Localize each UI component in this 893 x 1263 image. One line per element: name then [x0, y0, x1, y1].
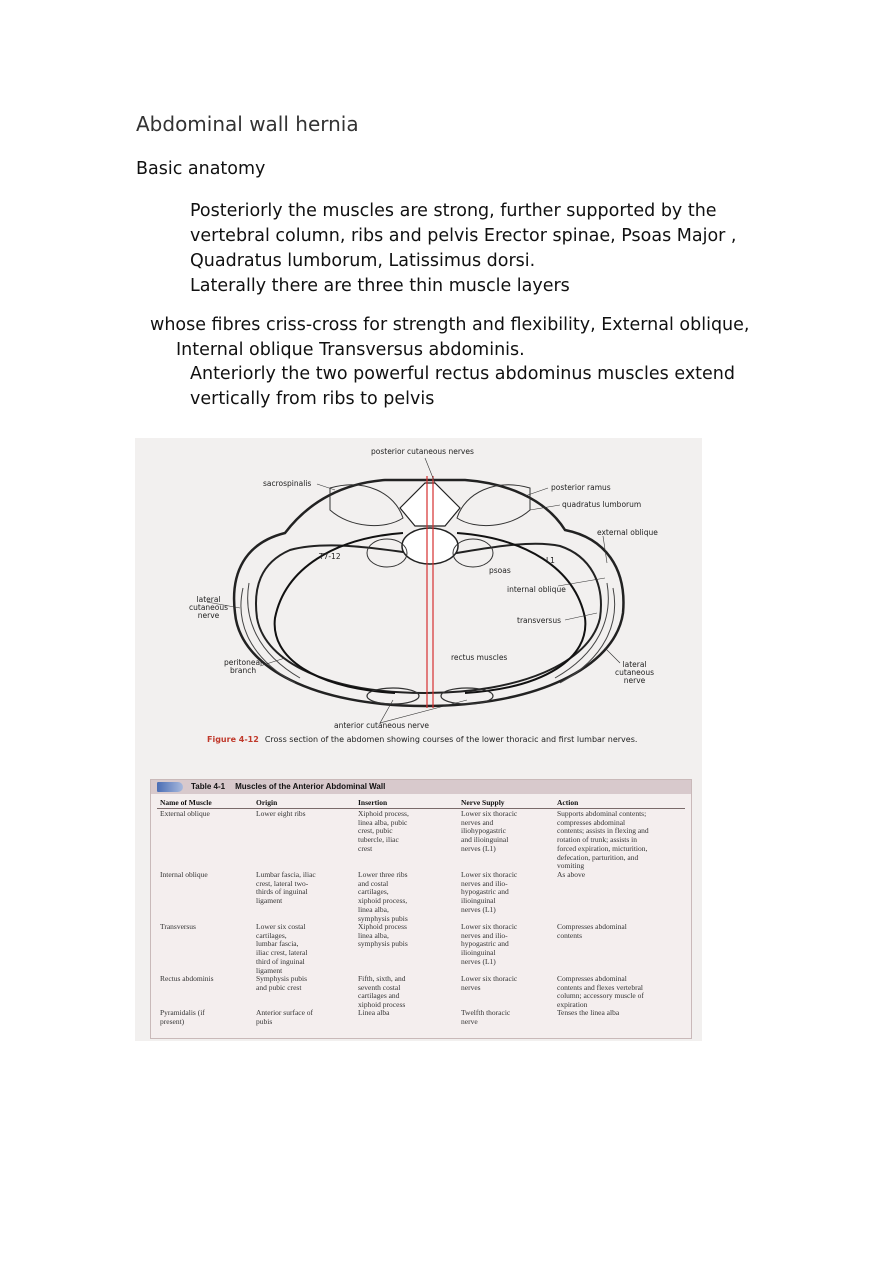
table-cell: Lower six thoracic nerves	[461, 974, 518, 992]
table-cell: Lower six thoracic nerves and iliohypogastric and ilioinguinal nerves (L1)	[461, 809, 518, 853]
table-cell: Lower six thoracic nerves and ilio- hypogastric and ilioinguinal nerves (L1)	[461, 922, 518, 966]
table-cell: Lower six thoracic nerves and ilio- hypogastric and ilioinguinal nerves (L1)	[461, 870, 518, 914]
table-cell: Lower six costal cartilages, lumbar fascia, iliac crest, lateral third of inguinal ligament	[256, 922, 308, 975]
label-internal-oblique: internal oblique	[507, 585, 566, 594]
table-cell: Linea alba	[358, 1008, 390, 1017]
table-cell: Transversus	[160, 922, 196, 931]
label-t7-12: T7-12	[319, 552, 341, 561]
column-header-action: Action	[557, 798, 579, 807]
table-cell: Anterior surface of pubis	[256, 1008, 314, 1026]
label-sacrospinalis: sacrospinalis	[263, 479, 312, 488]
column-header-name: Name of Muscle	[160, 798, 212, 807]
label-transversus: transversus	[517, 616, 561, 625]
column-header-nerve-supply: Nerve Supply	[461, 798, 505, 807]
table-cell: External oblique	[160, 809, 210, 818]
quadratus-muscle	[457, 485, 530, 526]
section-heading: Basic anatomy	[136, 159, 266, 179]
label-l1: L1	[546, 556, 555, 565]
label-peritoneal-branch: peritoneal branch	[224, 658, 263, 675]
table-cell: Lower eight ribs	[256, 809, 306, 818]
table-cell: As above	[557, 870, 586, 879]
vertebral-arch	[400, 483, 460, 526]
table-cell: Pyramidalis (if present)	[160, 1008, 205, 1026]
figure-number: Figure 4-12	[207, 735, 259, 744]
table-header-bar	[151, 780, 691, 794]
figure-caption-text: Cross section of the abdomen showing courses of the lower thoracic and first lumbar nerves.	[264, 735, 638, 744]
figure-caption	[207, 735, 647, 745]
label-quadratus-lumborum: quadratus lumborum	[562, 500, 642, 509]
table-cell: Tenses the linea alba	[557, 1008, 620, 1017]
table-cell: Rectus abdominis	[160, 974, 214, 983]
paragraph-internal-oblique: Internal oblique Transversus abdominis.	[176, 340, 525, 360]
label-lateral-cutaneous-nerve-right: lateral cutaneous nerve	[615, 660, 655, 685]
page-title: Abdominal wall hernia	[136, 112, 359, 136]
table-title	[191, 782, 385, 791]
column-header-insertion: Insertion	[358, 798, 388, 807]
label-posterior-cutaneous-nerves: posterior cutaneous nerves	[371, 447, 474, 456]
intercostal-nerve-right	[457, 533, 585, 693]
table-cell: Compresses abdominal contents	[557, 922, 627, 940]
label-anterior-cutaneous-nerve: anterior cutaneous nerve	[334, 721, 430, 730]
label-external-oblique: external oblique	[597, 528, 658, 537]
table-cell: Xiphoid process, linea alba, pubic crest, pubic tubercle, iliac crest	[358, 809, 409, 853]
cross-section-illustration	[135, 438, 702, 738]
anatomy-figure	[135, 438, 702, 1041]
label-posterior-ramus: posterior ramus	[551, 483, 611, 492]
table-tab-marker	[157, 782, 183, 792]
paragraph-criss-cross: whose fibres criss-cross for strength and flexibility, External oblique,	[150, 315, 750, 335]
psoas-muscle-left	[367, 539, 407, 567]
muscles-table	[150, 779, 692, 1039]
table-cell: Lower three ribs and costal cartilages, xiphoid process, linea alba, symphysis pubis	[358, 870, 408, 923]
label-psoas: psoas	[489, 566, 511, 575]
label-rectus-muscles: rectus muscles	[451, 653, 508, 662]
label-lateral-cutaneous-nerve-left: lateral cutaneous nerve	[189, 595, 229, 620]
table-number: Table 4-1	[191, 782, 226, 791]
rectus-muscle-left	[367, 688, 419, 704]
paragraph-posterior-lateral: Posteriorly the muscles are strong, further supported by the vertebral column, ribs and pelvis Erector spinae, Psoas Major , Quadratus lumborum, Latissimus dorsi. Laterally there are three thin muscle layers	[190, 201, 737, 296]
table-cell: Supports abdominal contents; compresses abdominal contents; assists in flexing and rotation of trunk; assists in forced expiration, micturition, defecation, parturition, and vomiting	[557, 809, 649, 871]
muscle-layer-right	[560, 588, 615, 683]
paragraph-anterior: Anteriorly the two powerful rectus abdominus muscles extend vertically from ribs to pelvis	[190, 364, 736, 409]
table-title-text: Muscles of the Anterior Abdominal Wall	[235, 782, 386, 791]
table-cell: Symphysis pubis and pubic crest	[256, 974, 308, 992]
table-cell: Internal oblique	[160, 870, 208, 879]
table-cell: Xiphoid process linea alba, symphysis pubis	[358, 922, 408, 949]
vertebral-body	[402, 528, 458, 564]
table-cell: Fifth, sixth, and seventh costal cartilages and xiphoid process	[358, 974, 406, 1010]
table-cell: Twelfth thoracic nerve	[461, 1008, 511, 1026]
table-cell: Compresses abdominal contents and flexes vertebral column; accessory muscle of expiration	[557, 974, 644, 1010]
table-cell: Lumbar fascia, iliac crest, lateral two- thirds of inguinal ligament	[256, 870, 316, 906]
column-header-origin: Origin	[256, 798, 278, 807]
